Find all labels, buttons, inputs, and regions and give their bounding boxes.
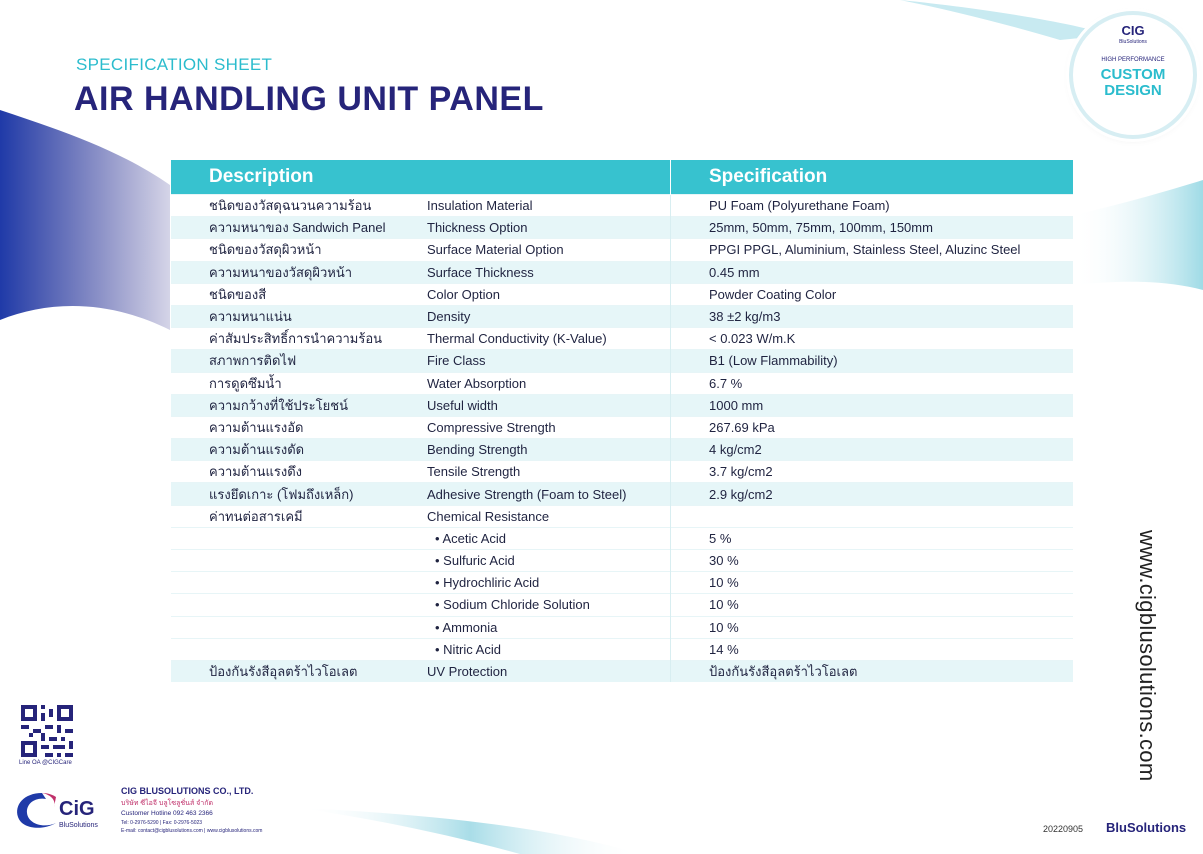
chemical-value: 10 % <box>671 616 1074 638</box>
table-row <box>171 416 1073 438</box>
chemical-value: 14 % <box>671 638 1074 660</box>
row-spec-value: 267.69 kPa <box>671 416 1074 438</box>
row-english-label: Color Option <box>427 283 671 305</box>
chemical-name: • Nitric Acid <box>427 638 671 660</box>
table-row <box>171 483 1073 505</box>
row-english-label: Thickness Option <box>427 217 671 239</box>
row-spec-value: 3.7 kg/cm2 <box>671 461 1074 483</box>
chemical-row <box>171 550 1073 572</box>
table-row <box>171 350 1073 372</box>
document-subtitle: SPECIFICATION SHEET <box>76 55 273 74</box>
chemical-row <box>171 527 1073 549</box>
chemical-value: 10 % <box>671 572 1074 594</box>
table-row <box>171 283 1073 305</box>
row-english-label: Bending Strength <box>427 439 671 461</box>
row-english-label: Fire Class <box>427 350 671 372</box>
row-english-label: Compressive Strength <box>427 416 671 438</box>
row-thai-label: ชนิดของสี <box>171 283 427 305</box>
chemical-name: • Sulfuric Acid <box>427 550 671 572</box>
row-spec-value: ป้องกันรังสีอุลตร้าไวโอเลต <box>671 660 1074 682</box>
row-english-label: Insulation Material <box>427 195 671 217</box>
custom-design-badge <box>1073 15 1193 135</box>
company-name-thai: บริษัท ซีไอจี บลูโซลูชั่นส์ จำกัด <box>121 800 214 807</box>
row-thai-label: ความต้านแรงอัด <box>171 416 427 438</box>
customer-hotline: Customer Hotline 092 463 2366 <box>121 810 213 817</box>
row-thai-label: แรงยึดเกาะ (โฟมถึงเหล็ก) <box>171 483 427 505</box>
chemical-value: 10 % <box>671 594 1074 616</box>
row-thai-label: ความต้านแรงดึง <box>171 461 427 483</box>
row-spec-value: Powder Coating Color <box>671 283 1074 305</box>
document-title: AIR HANDLING UNIT PANEL <box>74 80 544 118</box>
chemical-row <box>171 638 1073 660</box>
row-spec-value: < 0.023 W/m.K <box>671 328 1074 350</box>
table-row <box>171 261 1073 283</box>
row-english-label: Water Absorption <box>427 372 671 394</box>
row-thai-label: ชนิดของวัสดุผิวหน้า <box>171 239 427 261</box>
chemical-row <box>171 616 1073 638</box>
header-description: Description <box>171 160 671 195</box>
website-url[interactable]: www.cigblusolutions.com <box>1135 530 1160 782</box>
row-spec-value <box>671 505 1074 527</box>
footer-logo-text: CiG <box>59 798 95 820</box>
row-spec-value: 25mm, 50mm, 75mm, 100mm, 150mm <box>671 217 1074 239</box>
table-row <box>171 394 1073 416</box>
table-row <box>171 305 1073 327</box>
footer-logo-sub: BluSolutions <box>59 822 98 829</box>
row-english-label: Thermal Conductivity (K-Value) <box>427 328 671 350</box>
row-thai-label: ความต้านแรงดัด <box>171 439 427 461</box>
contact-email: E-mail: contact@cigblusolutions.com | www.cigblusolutions.com <box>121 828 263 834</box>
document-code: 20220905 <box>1043 824 1084 834</box>
table-row <box>171 217 1073 239</box>
table-row <box>171 505 1073 527</box>
badge-logo: CIG <box>1121 23 1145 38</box>
qr-label: Line OA @CIGCare <box>19 760 72 766</box>
badge-line2: CUSTOM <box>1100 66 1166 83</box>
row-spec-value: 6.7 % <box>671 372 1074 394</box>
badge-line3: DESIGN <box>1104 82 1162 99</box>
row-thai-label: ความหนาของวัสดุผิวหน้า <box>171 261 427 283</box>
header-specification: Specification <box>671 160 1074 195</box>
chemical-value: 5 % <box>671 527 1074 549</box>
row-spec-value: 0.45 mm <box>671 261 1074 283</box>
telephone-fax: Tel: 0-2976-5290 | Fax: 0-2976-5023 <box>121 820 203 826</box>
row-english-label: Adhesive Strength (Foam to Steel) <box>427 483 671 505</box>
row-english-label: UV Protection <box>427 660 671 682</box>
row-spec-value: 4 kg/cm2 <box>671 439 1074 461</box>
row-thai-label: ความกว้างที่ใช้ประโยชน์ <box>171 394 427 416</box>
row-spec-value: PPGI PPGL, Aluminium, Stainless Steel, Aluzinc Steel <box>671 239 1074 261</box>
spec-table-header <box>171 160 1073 195</box>
row-thai-label: ชนิดของวัสดุฉนวนความร้อน <box>171 195 427 217</box>
table-row <box>171 372 1073 394</box>
table-row <box>171 660 1073 682</box>
row-thai-label: ความหนาของ Sandwich Panel <box>171 217 427 239</box>
chemical-name: • Acetic Acid <box>427 527 671 549</box>
chemical-name: • Hydrochliric Acid <box>427 572 671 594</box>
brand-logo: BluSolutions <box>1106 820 1187 835</box>
row-english-label: Surface Material Option <box>427 239 671 261</box>
qr-code-icon[interactable] <box>21 705 73 757</box>
row-spec-value: PU Foam (Polyurethane Foam) <box>671 195 1074 217</box>
company-name: CIG BLUSOLUTIONS CO., LTD. <box>121 786 254 796</box>
row-spec-value: 38 ±2 kg/m3 <box>671 305 1074 327</box>
row-thai-label: สภาพการติดไฟ <box>171 350 427 372</box>
badge-logo-sub: BluSolutions <box>1119 39 1147 45</box>
row-english-label: Useful width <box>427 394 671 416</box>
row-thai-label: ป้องกันรังสีอุลตร้าไวโอเลต <box>171 660 427 682</box>
row-english-label: Tensile Strength <box>427 461 671 483</box>
row-english-label: Chemical Resistance <box>427 505 671 527</box>
table-row <box>171 239 1073 261</box>
table-row <box>171 439 1073 461</box>
table-row <box>171 461 1073 483</box>
table-row <box>171 195 1073 217</box>
row-thai-label: ค่าทนต่อสารเคมี <box>171 505 427 527</box>
row-spec-value: 2.9 kg/cm2 <box>671 483 1074 505</box>
badge-line1: HIGH PERFORMANCE <box>1101 57 1165 63</box>
chemical-row <box>171 594 1073 616</box>
spec-table <box>171 160 1073 682</box>
row-spec-value: 1000 mm <box>671 394 1074 416</box>
row-english-label: Surface Thickness <box>427 261 671 283</box>
chemical-row <box>171 572 1073 594</box>
chemical-name: • Sodium Chloride Solution <box>427 594 671 616</box>
chemical-name: • Ammonia <box>427 616 671 638</box>
row-thai-label: การดูดซึมน้ำ <box>171 372 427 394</box>
table-row <box>171 328 1073 350</box>
row-thai-label: ความหนาแน่น <box>171 305 427 327</box>
row-thai-label: ค่าสัมประสิทธิ์การนำความร้อน <box>171 328 427 350</box>
row-spec-value: B1 (Low Flammability) <box>671 350 1074 372</box>
chemical-value: 30 % <box>671 550 1074 572</box>
row-english-label: Density <box>427 305 671 327</box>
